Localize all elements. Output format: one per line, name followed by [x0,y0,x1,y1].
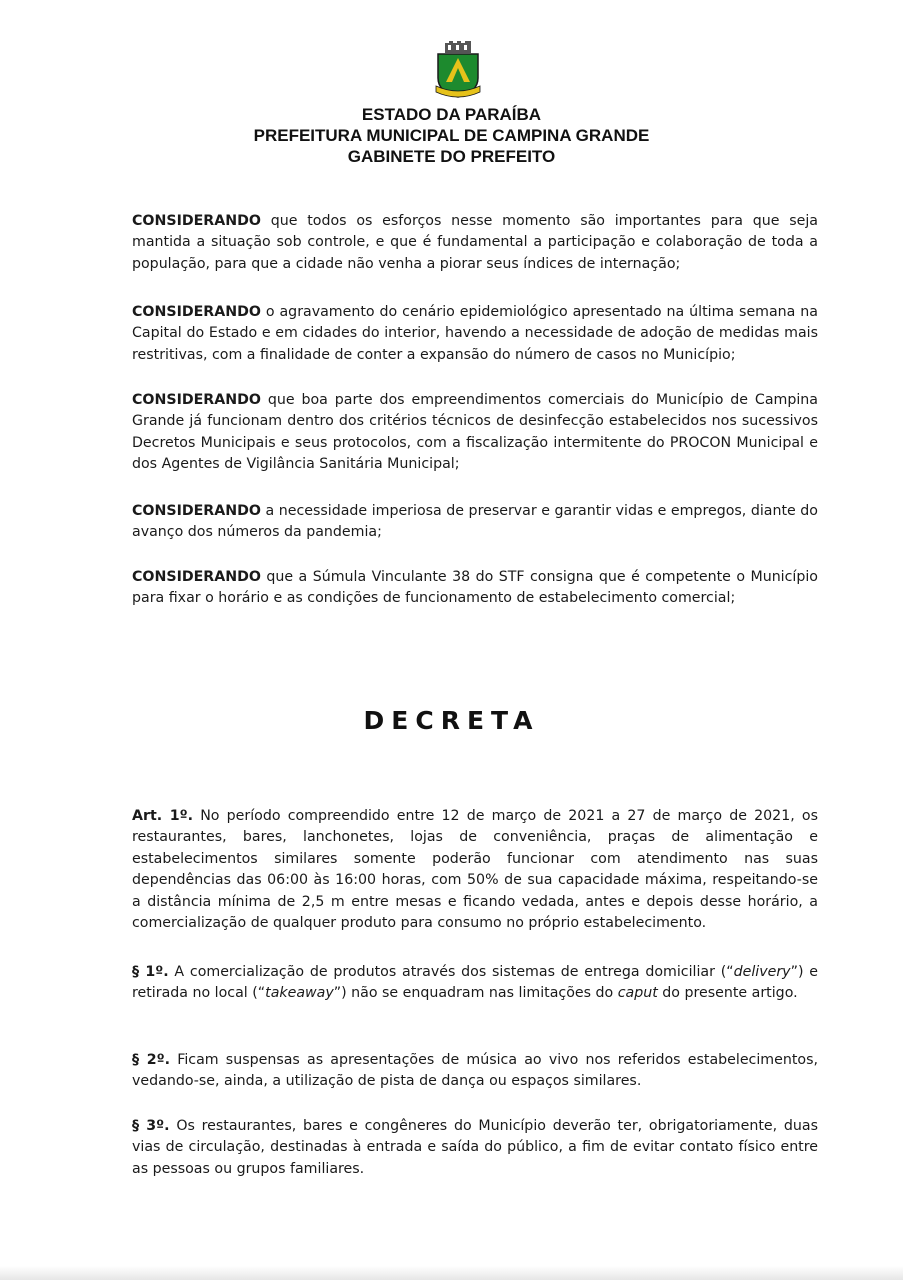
paragraph-1-text: ”) não se enquadram nas limitações do [333,985,618,1002]
paragraph-1-text: A comercialização de produtos através dos sistemas de entrega domiciliar (“ [168,964,734,980]
considerando-label: CONSIDERANDO [132,213,261,229]
paragraph-3-text: Os restaurantes, bares e congêneres do Município deverão ter, obrigatoriamente, duas vias de circulação, destinadas à entrada e saída do público, a fim de evitar contato físico entre as pessoas ou grupos familiares. [132,1118,818,1177]
paragraph-1 [132,962,818,1005]
considerando-paragraph [132,302,818,366]
considerando-text: o agravamento do cenário epidemiológico apresentado na última semana na Capital do Estado e em cidades do interior, havendo a necessidade de adoção de medidas mais restritivas, com a finalidade de conter a expansão do número de casos no Município; [132,304,818,363]
considerando-text: que todos os esforços nesse momento são importantes para que seja mantida a situação sob controle, e que é fundamental a participação e colaboração de toda a população, para que a cidade não venha a piorar seus índices de internação; [132,213,818,272]
considerando-paragraph [132,501,818,544]
delivery-term: delivery [733,964,791,980]
article-1-text: No período compreendido entre 12 de março de 2021 a 27 de março de 2021, os restaurantes, bares, lanchonetes, lojas de conveniência, praças de alimentação e estabelecimentos similares somente poderão funcionar com atendimento nas suas dependências das 06:00 às 16:00 horas, com 50% de sua capacidade máxima, respeitando-se a distância mínima de 2,5 m entre mesas e ficando vedada, antes e depois desse horário, a comercialização de qualquer produto para consumo no próprio estabelecimento. [132,808,818,932]
paragraph-3-label: § 3º. [132,1118,170,1134]
header-prefecture: PREFEITURA MUNICIPAL DE CAMPINA GRANDE [253,126,650,145]
header-cabinet: GABINETE DO PREFEITO [347,147,556,166]
paragraph-1-label: § 1º. [132,964,169,980]
takeaway-term: takeaway [265,985,334,1002]
considerando-text: que a Súmula Vinculante 38 do STF consigna que é competente o Município para fixar o horário e as condições de funcionamento de estabelecimento comercial; [132,569,818,607]
paragraph-1-text: ”) e retirada no local (“ [132,964,819,1002]
paragraph-3 [132,1116,818,1180]
municipal-coat-of-arms-icon [432,40,484,98]
considerando-label: CONSIDERANDO [132,503,261,519]
considerando-label: CONSIDERANDO [132,392,261,408]
considerando-paragraph [132,211,818,275]
paragraph-2-text: Ficam suspensas as apresentações de música ao vivo nos referidos estabelecimentos, vedando-se, ainda, a utilização de pista de dança ou espaços similares. [132,1052,818,1090]
considerando-text: que boa parte dos empreendimentos comerciais do Município de Campina Grande já funcionam dentro dos critérios técnicos de desinfecção estabelecidos nos sucessivos Decretos Municipais e seus protocolos, com a fiscalização intermitente do PROCON Municipal e dos Agentes de Vigilância Sanitária Municipal; [132,392,818,473]
considerando-label: CONSIDERANDO [132,569,261,585]
considerando-text: a necessidade imperiosa de preservar e garantir vidas e empregos, diante do avanço dos números da pandemia; [132,503,818,541]
paragraph-1-text: do presente artigo. [657,985,798,1002]
caput-term: caput [617,985,658,1002]
considerando-paragraph [132,567,818,610]
paragraph-2 [132,1050,818,1093]
paragraph-2-label: § 2º. [132,1052,170,1068]
considerando-label: CONSIDERANDO [132,304,261,320]
article-1-label: Art. 1º. [132,808,194,824]
article-1 [132,806,818,934]
considerando-paragraph [132,390,818,476]
header-state: ESTADO DA PARAÍBA [361,105,542,124]
decreta-heading: DECRETA [363,706,540,735]
document-header [0,104,903,167]
